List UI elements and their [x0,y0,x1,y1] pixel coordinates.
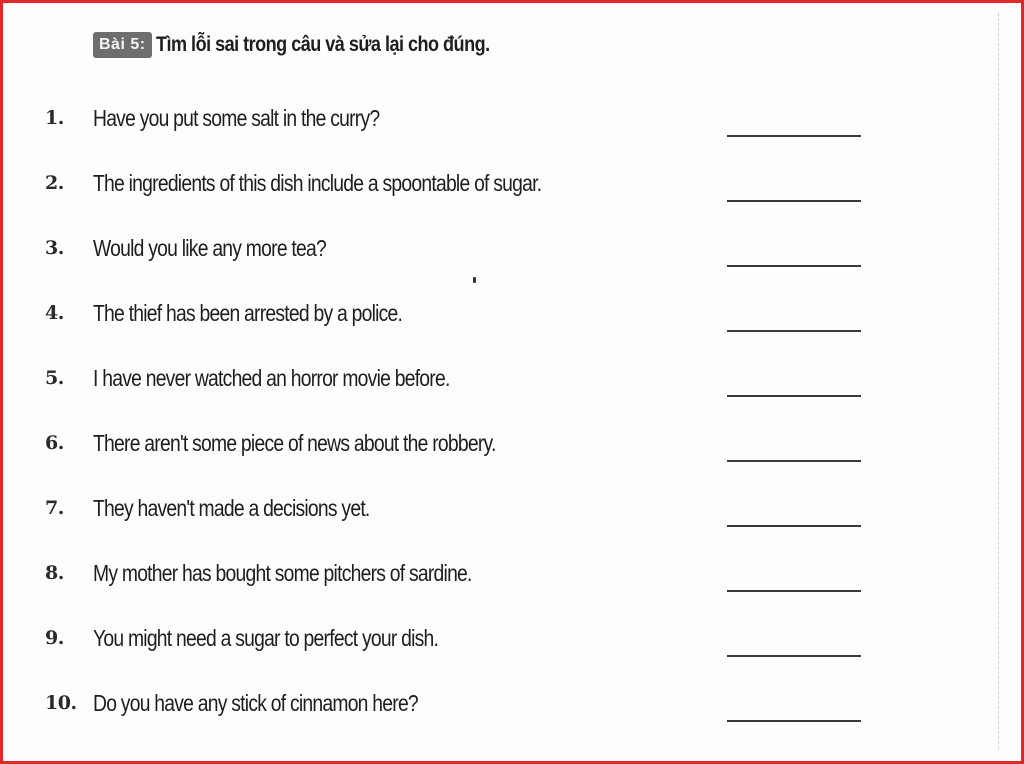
exercise-instruction: Tìm lỗi sai trong câu và sửa lại cho đúng. [155,33,490,56]
exercise-item [45,223,875,288]
exercise-item [45,548,875,613]
item-sentence: I have never watched an horror movie before. [93,365,450,391]
item-sentence: Do you have any stick of cinnamon here? [93,690,418,716]
item-sentence: The thief has been arrested by a police. [93,300,403,326]
answer-blank[interactable] [727,135,861,137]
exercise-item [45,613,875,678]
item-sentence: They haven't made a decisions yet. [93,495,370,521]
answer-blank[interactable] [727,265,861,267]
item-number: 10. [45,692,77,714]
answer-blank[interactable] [727,720,861,722]
item-number: 1. [45,107,64,129]
item-number: 8. [45,562,64,584]
answer-blank[interactable] [727,590,861,592]
item-sentence: You might need a sugar to perfect your dish. [93,625,439,651]
answer-blank[interactable] [727,655,861,657]
item-number: 9. [45,627,64,649]
exercise-item [45,353,875,418]
answer-blank[interactable] [727,330,861,332]
item-number: 6. [45,432,64,454]
exercise-item [45,418,875,483]
exercise-item [45,93,875,158]
item-number: 3. [45,237,64,259]
item-number: 4. [45,302,64,324]
answer-blank[interactable] [727,460,861,462]
scan-edge-line [998,13,999,749]
exercise-heading [93,27,544,63]
answer-blank[interactable] [727,395,861,397]
item-sentence: Would you like any more tea? [93,235,326,261]
item-sentence: Have you put some salt in the curry? [93,105,380,131]
answer-blank[interactable] [727,200,861,202]
exercise-item [45,288,875,353]
item-number: 2. [45,172,64,194]
exercise-item [45,678,875,743]
item-sentence: There aren't some piece of news about the robbery. [93,430,496,456]
exercise-item [45,158,875,223]
item-number: 5. [45,367,64,389]
answer-blank[interactable] [727,525,861,527]
item-number: 7. [45,497,64,519]
exercise-item [45,483,875,548]
item-sentence: My mother has bought some pitchers of sardine. [93,560,472,586]
item-sentence: The ingredients of this dish include a spoontable of sugar. [93,170,542,196]
exercise-list [45,93,875,743]
exercise-badge: Bài 5: [93,32,152,58]
